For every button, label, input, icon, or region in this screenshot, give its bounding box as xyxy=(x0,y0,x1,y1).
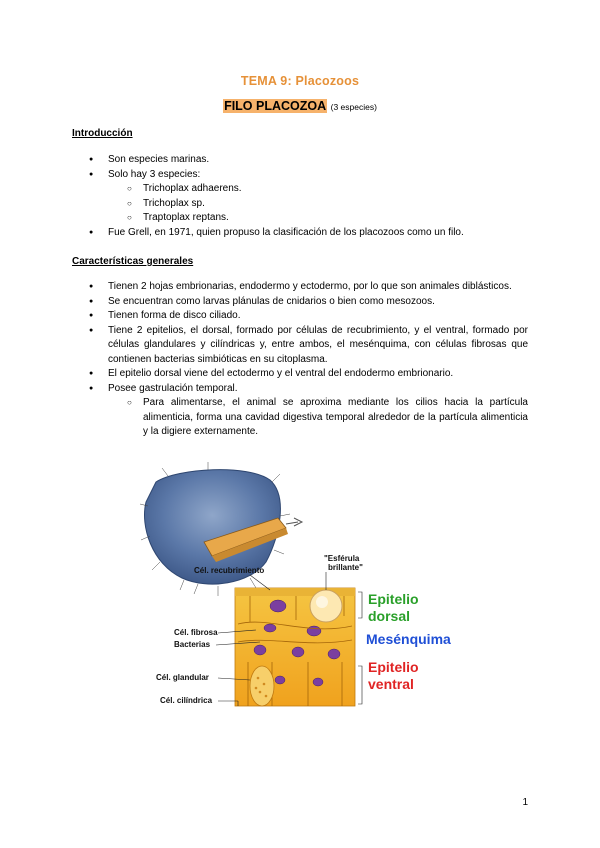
phylum-name: FILO PLACOZOA xyxy=(224,99,327,113)
label-mesenquima: Mesénquima xyxy=(366,631,451,647)
list-item: ● Fue Grell, en 1971, quien propuso la clasificación de los placozoos como un filo. xyxy=(72,226,528,241)
label-glandular: Cél. glandular xyxy=(156,673,209,682)
general-heading: Características generales xyxy=(72,256,194,267)
organism-disc-illustration xyxy=(140,462,302,596)
label-cilindrica: Cél. cilíndrica xyxy=(160,696,213,705)
doc-title: TEMA 9: Placozoos xyxy=(240,74,360,88)
list-item: ● Son especies marinas. xyxy=(72,153,528,168)
list-item: ● Posee gastrulación temporal. xyxy=(72,382,528,397)
list-item: ● Tienen forma de disco ciliado. xyxy=(72,309,528,324)
label-epitelio-dorsal: Epitelio xyxy=(368,591,419,607)
intro-heading: Introducción xyxy=(72,128,133,139)
label-ventral: ventral xyxy=(368,676,414,692)
list-item: ● Se encuentran como larvas plánulas de cnidarios o bien como mesozoos. xyxy=(72,295,528,310)
list-item: ○ Trichoplax adhaerens. xyxy=(72,182,528,197)
doc-subtitle xyxy=(0,99,600,113)
label-recubrimiento: Cél. recubrimiento xyxy=(194,566,265,575)
label-dorsal: dorsal xyxy=(368,608,411,624)
general-list xyxy=(72,280,528,440)
list-item: ○ Traptoplax reptans. xyxy=(72,211,528,226)
label-epitelio-ventral: Epitelio xyxy=(368,659,419,675)
list-item: ● El epitelio dorsal viene del ectodermo y el ventral del endodermo embrionario. xyxy=(72,367,528,382)
list-item: ● Tienen 2 hojas embrionarias, endodermo y ectodermo, por lo que son animales diblásticos. xyxy=(72,280,528,295)
species-note: (3 especies) xyxy=(330,102,377,112)
intro-list xyxy=(72,153,528,240)
list-item: ● Tiene 2 epitelios, el dorsal, formado por células de recubrimiento, y el ventral, formado por células glandulares y cilíndricas y, entre ambos, el mesénquima, con células fibrosas que contienen bacterias simbióticas en su citoplasma. xyxy=(72,324,528,368)
placozoan-figure xyxy=(138,466,451,718)
label-bacterias: Bacterias xyxy=(174,640,211,649)
label-esferula: "Esférula xyxy=(324,554,360,563)
list-item: ○ Trichoplax sp. xyxy=(72,197,528,212)
label-brillante: brillante" xyxy=(328,563,363,572)
list-item: ○ Para alimentarse, el animal se aproxima mediante los cilios hacia la partícula alimenticia, forma una cavidad digestiva temporal alrededor de la partícula alimenticia y la digiere externamente. xyxy=(72,396,528,440)
list-item: ● Solo hay 3 especies: xyxy=(72,168,528,183)
tissue-section-illustration xyxy=(235,588,355,706)
label-fibrosa: Cél. fibrosa xyxy=(174,628,218,637)
page-number: 1 xyxy=(522,797,528,808)
